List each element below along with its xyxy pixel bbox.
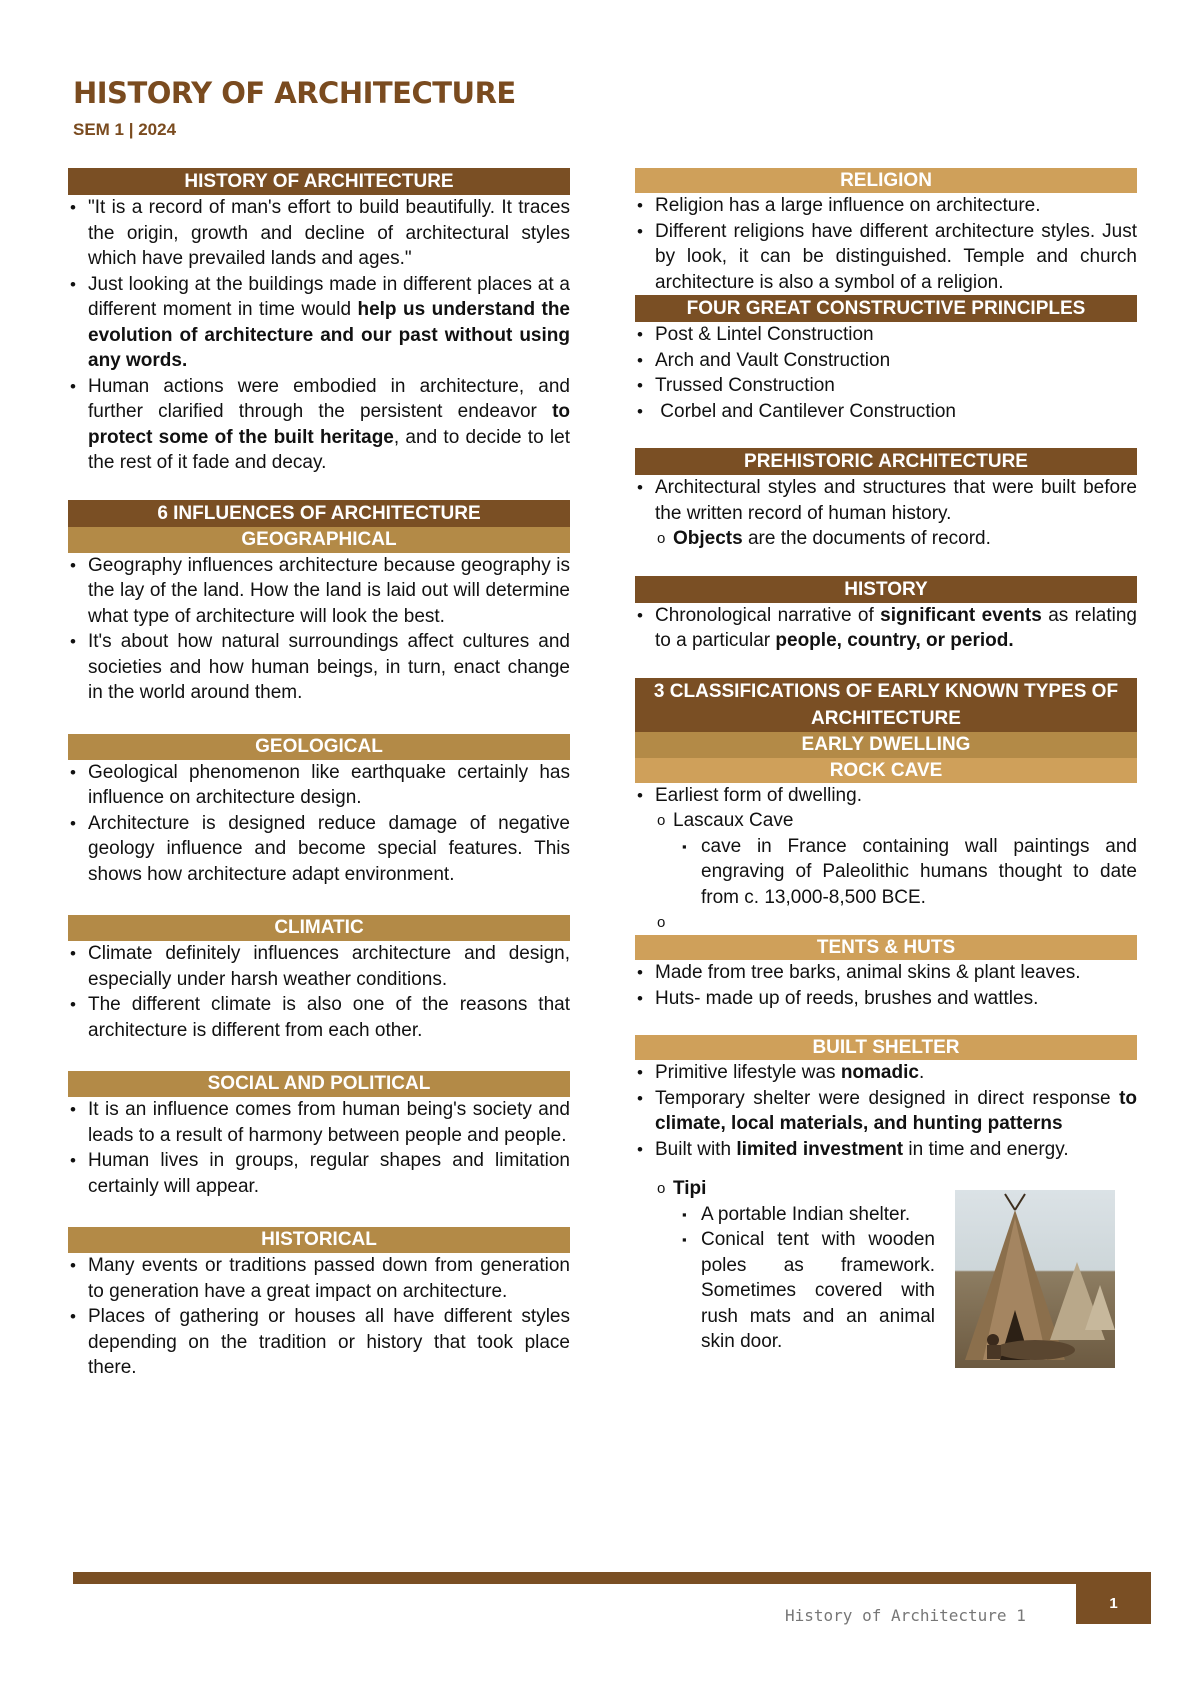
tents-list [635,960,1137,1011]
list-item: • Post & Lintel Construction [635,322,1137,348]
tipi-photo [955,1190,1115,1368]
history-list [68,195,570,476]
list-item: • Made from tree barks, animal skins & plant leaves. [635,960,1137,986]
tipi-block [635,1176,1137,1386]
sub-sub-list-item: ▪ A portable Indian shelter. [635,1202,935,1228]
sub-sub-list-item: ▪ Conical tent with wooden poles as framework. Sometimes covered with rush mats and an animal skin door. [635,1227,935,1355]
social-list [68,1097,570,1199]
list-item: • Corbel and Cantilever Construction [635,399,1137,425]
subheader-tents-huts: TENTS & HUTS [635,935,1137,960]
list-item: • Just looking at the buildings made in different places at a different moment in time would help us understand the evolution of architecture and our past without using any words. [68,272,570,374]
sub-list-item: o Lascaux Cave ▪ cave in France containing wall paintings and engraving of Paleolithic humans thought to date from c. 13,000-8,500 BCE. [635,808,1137,910]
section-header-history: HISTORY [635,576,1137,603]
footer-rule [73,1572,1151,1584]
history-definition-list [635,603,1137,654]
rock-cave-list [635,783,1137,911]
sub-list-item-tipi: o Tipi ▪ A portable Indian shelter. ▪ Conical tent with wooden poles as framework. Sometimes covered with rush mats and an animal skin door. [635,1176,935,1355]
subheader-historical: HISTORICAL [68,1227,570,1253]
list-item: • Chronological narrative of significant events as relating to a particular people, country, or period. [635,603,1137,654]
page-number: 1 [1076,1584,1151,1624]
sub-sub-list-item: ▪ cave in France containing wall paintings and engraving of Paleolithic humans thought to date from c. 13,000-8,500 BCE. [635,834,1137,911]
running-footer-title: History of Architecture 1 [785,1606,1026,1625]
list-item: • Earliest form of dwelling. o Lascaux Cave ▪ cave in France containing wall paintings and engraving of Paleolithic humans thought to date from c. 13,000-8,500 BCE. [635,783,1137,911]
section-header-prehistoric: PREHISTORIC ARCHITECTURE [635,448,1137,475]
list-item: • It is an influence comes from human being's society and leads to a result of harmony between people and people. [68,1097,570,1148]
list-item: • Places of gathering or houses all have different styles depending on the tradition or history that took place there. [68,1304,570,1381]
list-item: • Arch and Vault Construction [635,348,1137,374]
section-header-influences: 6 INFLUENCES OF ARCHITECTURE [68,500,570,527]
tipi-illustration [955,1190,1115,1368]
subheader-climatic: CLIMATIC [68,915,570,941]
shelter-list [635,1060,1137,1162]
list-item: • Temporary shelter were designed in direct response to climate, local materials, and hunting patterns [635,1086,1137,1137]
list-item: • Built with limited investment in time and energy. [635,1137,1137,1163]
section-header-classifications: 3 CLASSIFICATIONS OF EARLY KNOWN TYPES OF ARCHITECTURE [635,678,1137,732]
climatic-list [68,941,570,1043]
list-item: • Religion has a large influence on architecture. [635,193,1137,219]
right-column [635,168,1137,1386]
historical-list [68,1253,570,1381]
list-item: • "It is a record of man's effort to build beautifully. It traces the origin, growth and decline of architectural styles which have prevailed lands and ages." [68,195,570,272]
list-item: • Human actions were embodied in architecture, and further clarified through the persistent endeavor to protect some of the built heritage, and to decide to let the rest of it fade and decay. [68,374,570,476]
religion-list [635,193,1137,295]
list-item: • Climate definitely influences architecture and design, especially under harsh weather conditions. [68,941,570,992]
subheader-early-dwelling: EARLY DWELLING [635,732,1137,758]
left-column [68,168,570,1381]
list-item: • Architecture is designed reduce damage of negative geology influence and become special features. This shows how architecture adapt environment. [68,811,570,888]
principles-list [635,322,1137,424]
sub-list-item: o Objects are the documents of record. [635,526,1137,552]
list-item: • It's about how natural surroundings affect cultures and societies and how human beings, in turn, enact change in the world around them. [68,629,570,706]
subheader-geographical: GEOGRAPHICAL [68,527,570,553]
list-item: • Geography influences architecture because geography is the lay of the land. How the land is laid out will determine what type of architecture will look the best. [68,553,570,630]
list-item: • The different climate is also one of the reasons that architecture is different from each other. [68,992,570,1043]
list-item: • Huts- made up of reeds, brushes and wattles. [635,986,1137,1012]
list-item: • Human lives in groups, regular shapes and limitation certainly will appear. [68,1148,570,1199]
list-item: • Many events or traditions passed down from generation to generation have a great impact on architecture. [68,1253,570,1304]
subheader-social-political: SOCIAL AND POLITICAL [68,1071,570,1097]
geological-list [68,760,570,888]
document-title: HISTORY OF ARCHITECTURE [73,76,516,110]
section-header-religion: RELIGION [635,168,1137,193]
section-header-principles: FOUR GREAT CONSTRUCTIVE PRINCIPLES [635,295,1137,322]
list-item: • Primitive lifestyle was nomadic. [635,1060,1137,1086]
list-item: • Architectural styles and structures that were built before the written record of human history. o Objects are the documents of record. [635,475,1137,552]
document-subtitle: SEM 1 | 2024 [73,120,177,139]
list-item: • Geological phenomenon like earthquake certainly has influence on architecture design. [68,760,570,811]
subheader-built-shelter: BUILT SHELTER [635,1035,1137,1060]
subheader-geological: GEOLOGICAL [68,734,570,760]
section-header-history-of-architecture: HISTORY OF ARCHITECTURE [68,168,570,195]
prehistoric-list [635,475,1137,552]
geographical-list [68,553,570,706]
list-item: • Different religions have different architecture styles. Just by look, it can be distinguished. Temple and church architecture is also a symbol of a religion. [635,219,1137,296]
subheader-rock-cave: ROCK CAVE [635,758,1137,783]
list-item: • Trussed Construction [635,373,1137,399]
